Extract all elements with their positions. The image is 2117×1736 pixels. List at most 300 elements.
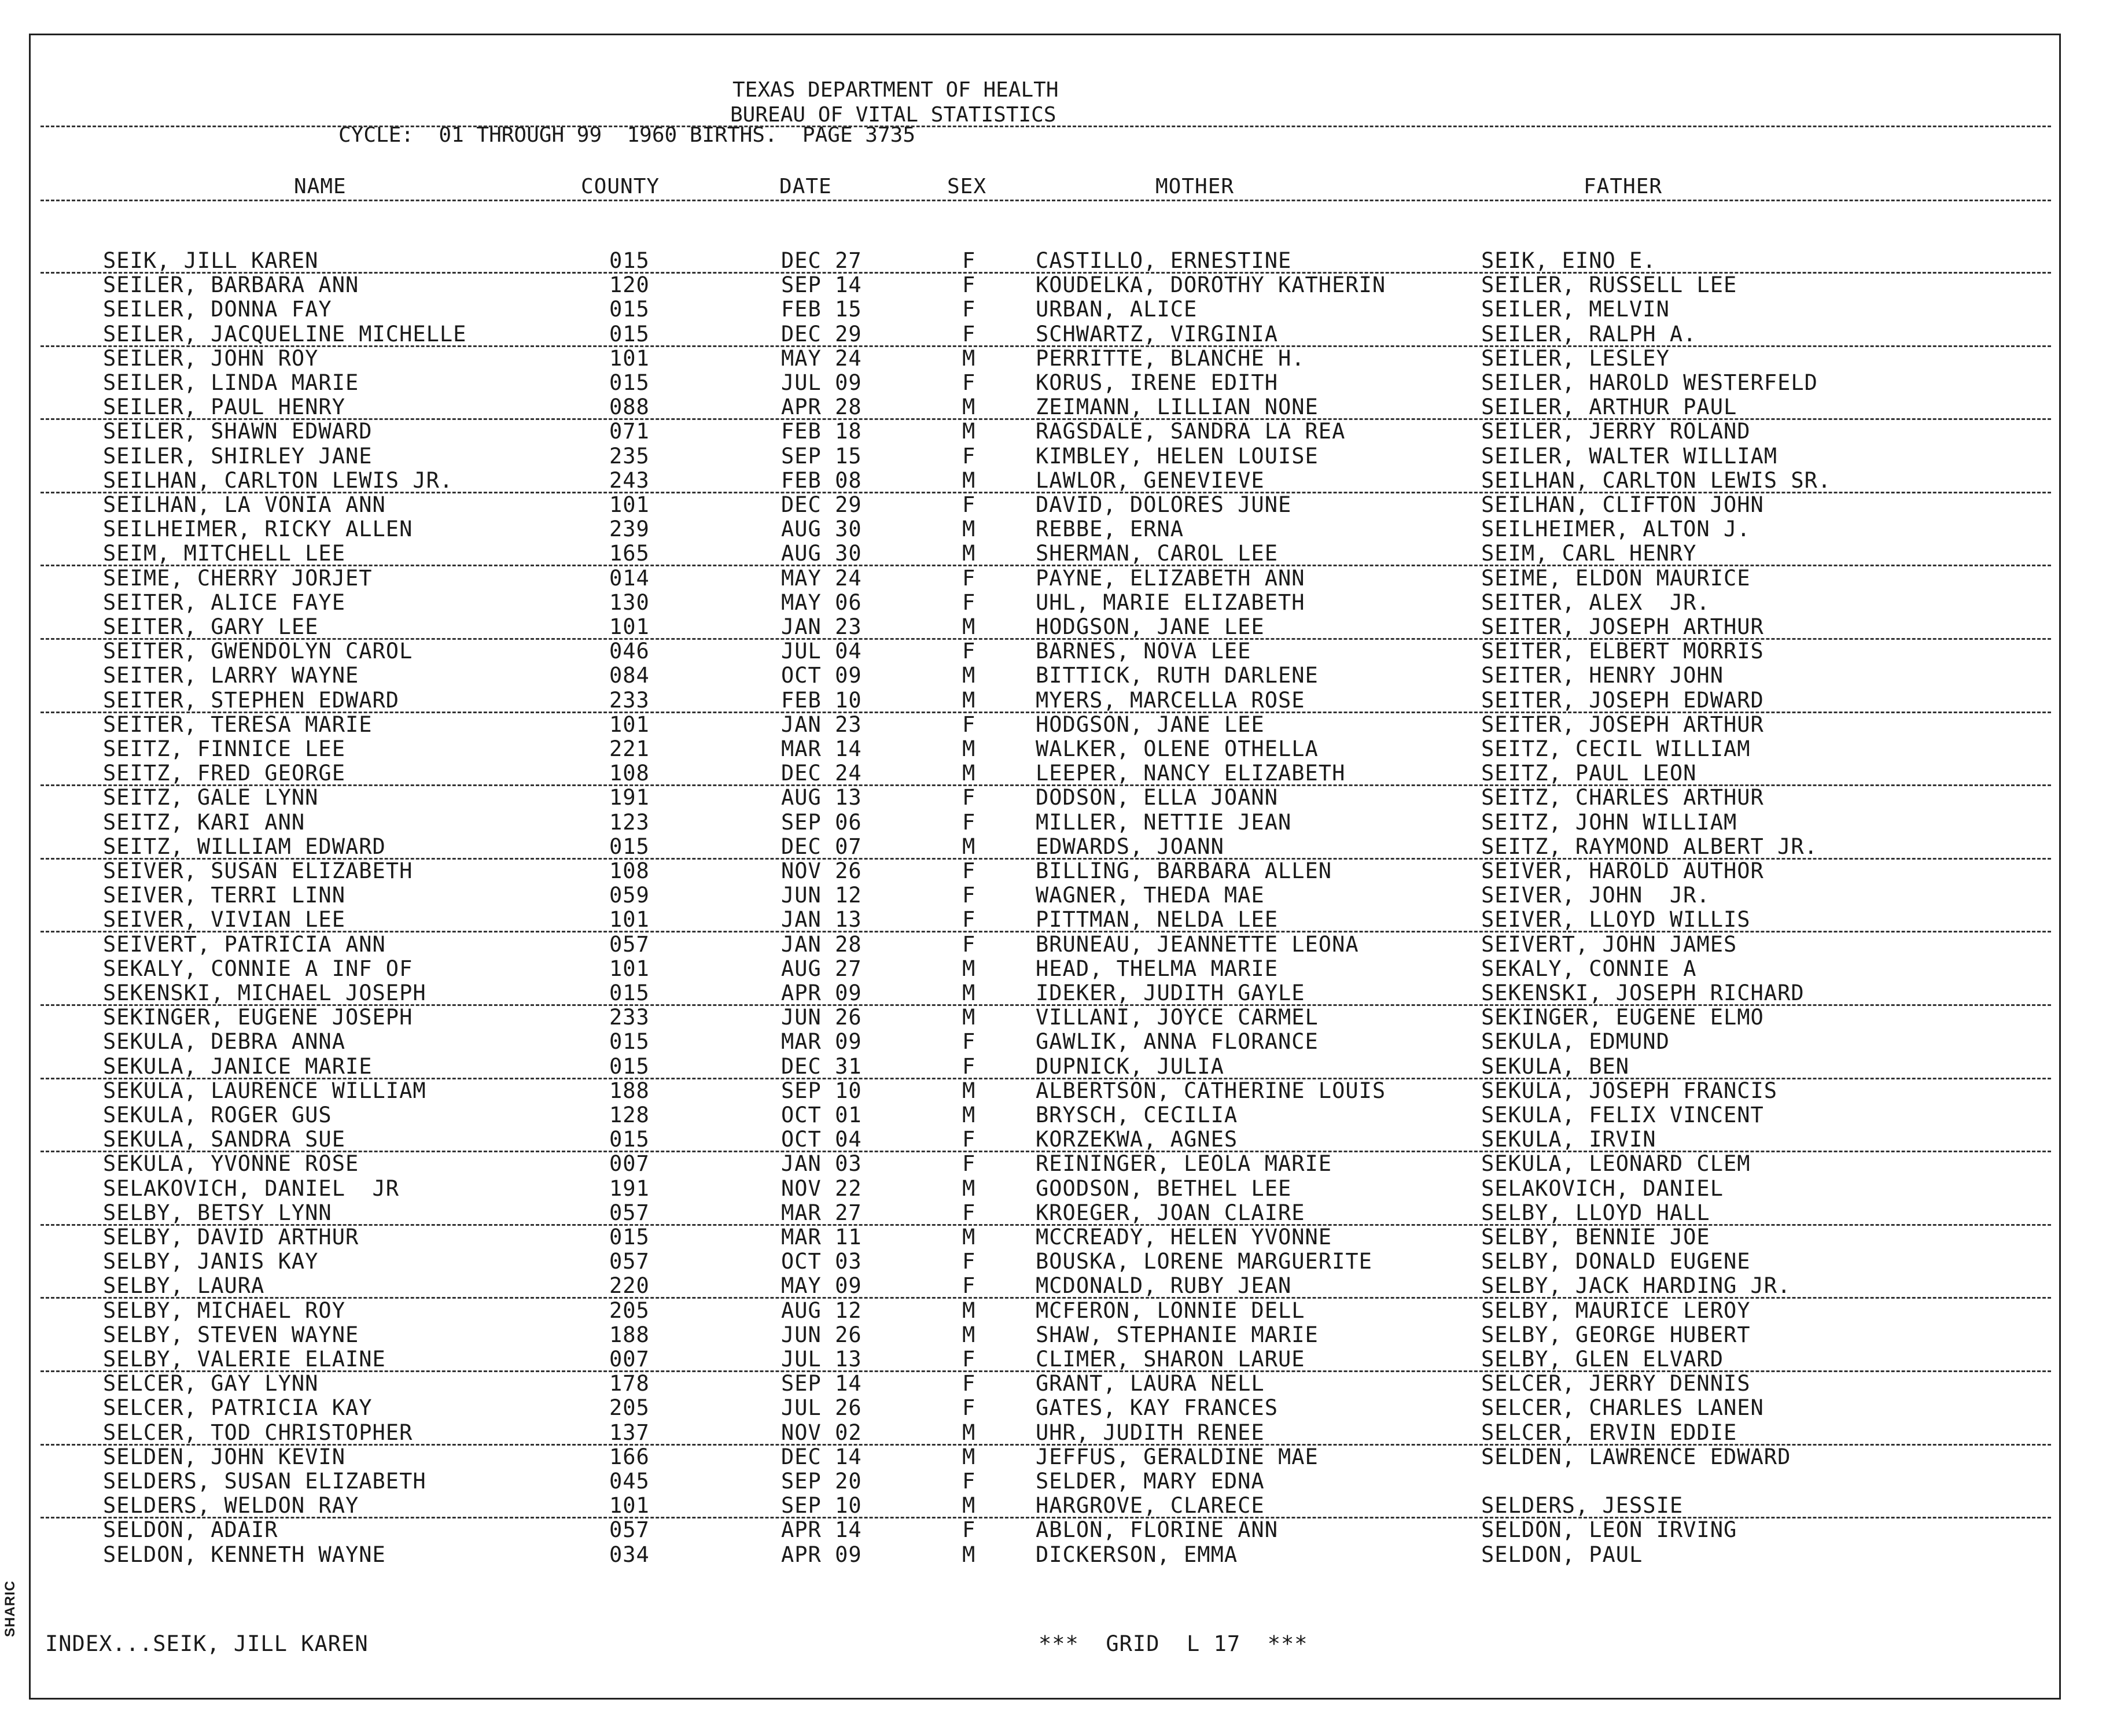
name-cell: SEKULA, YVONNE ROSE bbox=[103, 1151, 359, 1177]
father-cell: SELDON, PAUL bbox=[1481, 1542, 1643, 1567]
name-cell: SEITER, ALICE FAYE bbox=[103, 589, 345, 615]
name-cell: SELDON, ADAIR bbox=[103, 1517, 278, 1543]
county-cell: 108 bbox=[609, 761, 650, 786]
sex-cell: F bbox=[962, 785, 976, 810]
name-cell: SELBY, JANIS KAY bbox=[103, 1249, 319, 1274]
date-cell: AUG 13 bbox=[781, 785, 862, 810]
name-cell: SEITZ, FINNICE LEE bbox=[103, 736, 345, 761]
mother-cell: DAVID, DOLORES JUNE bbox=[1036, 492, 1292, 517]
father-cell: SEILHAN, CLIFTON JOHN bbox=[1481, 492, 1764, 517]
mother-cell: REININGER, LEOLA MARIE bbox=[1036, 1151, 1332, 1177]
date-cell: AUG 12 bbox=[781, 1298, 862, 1323]
sex-cell: F bbox=[962, 248, 976, 273]
father-cell: SEKULA, JOSEPH FRANCIS bbox=[1481, 1078, 1778, 1103]
name-cell: SEILER, BARBARA ANN bbox=[103, 272, 359, 298]
date-cell: JUL 26 bbox=[781, 1395, 862, 1421]
table-row bbox=[0, 908, 2117, 932]
county-cell: 045 bbox=[609, 1469, 650, 1494]
father-cell: SELDEN, LAWRENCE EDWARD bbox=[1481, 1444, 1791, 1469]
date-cell: MAY 09 bbox=[781, 1273, 862, 1299]
table-row bbox=[0, 883, 2117, 908]
sex-cell: F bbox=[962, 297, 976, 322]
table-row bbox=[0, 1152, 2117, 1176]
mother-cell: KORUS, IRENE EDITH bbox=[1036, 370, 1278, 395]
father-cell: SEKINGER, EUGENE ELMO bbox=[1481, 1005, 1764, 1030]
mother-cell: PITTMAN, NELDA LEE bbox=[1036, 907, 1278, 932]
name-cell: SEITER, TERESA MARIE bbox=[103, 712, 373, 737]
date-cell: JUL 13 bbox=[781, 1347, 862, 1372]
date-cell: JUL 09 bbox=[781, 370, 862, 395]
date-cell: MAY 24 bbox=[781, 565, 862, 591]
table-row bbox=[0, 932, 2117, 957]
sex-cell: F bbox=[962, 931, 976, 957]
name-cell: SEIVERT, PATRICIA ANN bbox=[103, 931, 386, 957]
name-cell: SELDEN, JOHN KEVIN bbox=[103, 1444, 345, 1469]
table-row bbox=[0, 1005, 2117, 1030]
county-cell: 120 bbox=[609, 272, 650, 298]
mother-cell: RAGSDALE, SANDRA LA REA bbox=[1036, 419, 1346, 444]
county-cell: 191 bbox=[609, 1175, 650, 1201]
name-cell: SEITZ, KARI ANN bbox=[103, 809, 305, 835]
county-cell: 015 bbox=[609, 981, 650, 1005]
date-cell: MAY 06 bbox=[781, 589, 862, 615]
sex-cell: M bbox=[962, 419, 976, 444]
county-cell: 108 bbox=[609, 858, 650, 883]
date-cell: DEC 07 bbox=[781, 834, 862, 859]
name-cell: SEIK, JILL KAREN bbox=[103, 248, 319, 273]
mother-cell: UHR, JUDITH RENEE bbox=[1036, 1420, 1265, 1445]
table-row bbox=[0, 1494, 2117, 1518]
date-cell: FEB 08 bbox=[781, 467, 862, 493]
column-header-mother: MOTHER bbox=[1155, 175, 1235, 198]
date-cell: APR 09 bbox=[781, 981, 862, 1005]
date-cell: OCT 09 bbox=[781, 663, 862, 688]
name-cell: SEKALY, CONNIE A INF OF bbox=[103, 956, 413, 981]
table-row bbox=[0, 517, 2117, 541]
name-cell: SEIME, CHERRY JORJET bbox=[103, 565, 373, 591]
sex-cell: M bbox=[962, 517, 976, 542]
table-row bbox=[0, 859, 2117, 883]
mother-cell: KOUDELKA, DOROTHY KATHERIN bbox=[1036, 272, 1386, 298]
county-cell: 015 bbox=[609, 297, 650, 322]
father-cell: SELBY, GEORGE HUBERT bbox=[1481, 1322, 1751, 1347]
father-cell: SELBY, LLOYD HALL bbox=[1481, 1200, 1710, 1225]
mother-cell: REBBE, ERNA bbox=[1036, 517, 1184, 542]
sex-cell: F bbox=[962, 1029, 976, 1055]
county-cell: 015 bbox=[609, 834, 650, 859]
date-cell: SEP 14 bbox=[781, 1371, 862, 1396]
name-cell: SELBY, VALERIE ELAINE bbox=[103, 1347, 386, 1372]
sex-cell: F bbox=[962, 809, 976, 835]
mother-cell: ABLON, FLORINE ANN bbox=[1036, 1517, 1278, 1543]
table-row bbox=[0, 395, 2117, 419]
table-row bbox=[0, 469, 2117, 493]
county-cell: 014 bbox=[609, 565, 650, 591]
name-cell: SEITER, LARRY WAYNE bbox=[103, 663, 359, 688]
father-cell: SEILER, RALPH A. bbox=[1481, 321, 1697, 347]
table-row bbox=[0, 713, 2117, 737]
county-cell: 059 bbox=[609, 883, 650, 908]
date-cell: OCT 03 bbox=[781, 1249, 862, 1274]
father-cell: SEILER, JERRY ROLAND bbox=[1481, 419, 1751, 444]
date-cell: APR 14 bbox=[781, 1517, 862, 1543]
sex-cell: M bbox=[962, 956, 976, 981]
county-cell: 088 bbox=[609, 395, 650, 420]
date-cell: FEB 15 bbox=[781, 297, 862, 322]
sex-cell: F bbox=[962, 1053, 976, 1079]
father-cell: SEKULA, LEONARD CLEM bbox=[1481, 1151, 1751, 1177]
sex-cell: F bbox=[962, 492, 976, 517]
father-cell: SEILER, RUSSELL LEE bbox=[1481, 272, 1737, 298]
name-cell: SELBY, STEVEN WAYNE bbox=[103, 1322, 359, 1347]
sex-cell: M bbox=[962, 834, 976, 859]
mother-cell: MCFERON, LONNIE DELL bbox=[1036, 1298, 1305, 1323]
header-department: TEXAS DEPARTMENT OF HEALTH bbox=[732, 78, 1059, 102]
name-cell: SEITZ, FRED GEORGE bbox=[103, 761, 345, 786]
table-row bbox=[0, 1250, 2117, 1274]
column-header-name: NAME bbox=[294, 175, 347, 198]
date-cell: SEP 15 bbox=[781, 443, 862, 469]
father-cell: SELBY, MAURICE LEROY bbox=[1481, 1298, 1751, 1323]
sex-cell: F bbox=[962, 1151, 976, 1177]
county-cell: 101 bbox=[609, 956, 650, 981]
county-cell: 015 bbox=[609, 1127, 650, 1152]
mother-cell: BRYSCH, CECILIA bbox=[1036, 1103, 1238, 1127]
name-cell: SEIVER, SUSAN ELIZABETH bbox=[103, 858, 413, 883]
sex-cell: F bbox=[962, 370, 976, 395]
name-cell: SEIVER, VIVIAN LEE bbox=[103, 907, 345, 932]
county-cell: 057 bbox=[609, 1517, 650, 1543]
name-cell: SELCER, TOD CHRISTOPHER bbox=[103, 1420, 413, 1445]
sex-cell: F bbox=[962, 1127, 976, 1152]
separator bbox=[41, 126, 2051, 127]
name-cell: SEITER, GARY LEE bbox=[103, 614, 319, 639]
sex-cell: F bbox=[962, 907, 976, 932]
father-cell: SEIVER, JOHN JR. bbox=[1481, 883, 1710, 908]
name-cell: SEITZ, WILLIAM EDWARD bbox=[103, 834, 386, 859]
date-cell: JAN 23 bbox=[781, 614, 862, 639]
sex-cell: M bbox=[962, 761, 976, 786]
date-cell: DEC 24 bbox=[781, 761, 862, 786]
name-cell: SELAKOVICH, DANIEL JR bbox=[103, 1175, 400, 1201]
father-cell: SEKALY, CONNIE A bbox=[1481, 956, 1697, 981]
sex-cell: M bbox=[962, 1078, 976, 1103]
father-cell: SEILER, ARTHUR PAUL bbox=[1481, 395, 1737, 420]
mother-cell: JEFFUS, GERALDINE MAE bbox=[1036, 1444, 1319, 1469]
mother-cell: PAYNE, ELIZABETH ANN bbox=[1036, 565, 1305, 591]
father-cell: SELBY, JACK HARDING JR. bbox=[1481, 1273, 1791, 1299]
mother-cell: MYERS, MARCELLA ROSE bbox=[1036, 687, 1305, 713]
table-row bbox=[0, 297, 2117, 322]
county-cell: 220 bbox=[609, 1273, 650, 1299]
sex-cell: F bbox=[962, 272, 976, 298]
name-cell: SEKULA, JANICE MARIE bbox=[103, 1053, 373, 1079]
table-row bbox=[0, 664, 2117, 688]
county-cell: 221 bbox=[609, 736, 650, 761]
table-row bbox=[0, 591, 2117, 615]
table-row bbox=[0, 957, 2117, 981]
sex-cell: M bbox=[962, 1322, 976, 1347]
date-cell: APR 09 bbox=[781, 1542, 862, 1567]
county-cell: 166 bbox=[609, 1444, 650, 1469]
mother-cell: IDEKER, JUDITH GAYLE bbox=[1036, 981, 1305, 1005]
date-cell: AUG 30 bbox=[781, 517, 862, 542]
father-cell: SELCER, ERVIN EDDIE bbox=[1481, 1420, 1737, 1445]
father-cell: SEITZ, CHARLES ARTHUR bbox=[1481, 785, 1764, 810]
mother-cell: ALBERTSON, CATHERINE LOUIS bbox=[1036, 1078, 1386, 1103]
table-row bbox=[0, 1055, 2117, 1079]
date-cell: DEC 27 bbox=[781, 248, 862, 273]
table-row bbox=[0, 639, 2117, 664]
column-header-date: DATE bbox=[779, 175, 832, 198]
table-row bbox=[0, 761, 2117, 786]
sex-cell: M bbox=[962, 1175, 976, 1201]
table-row bbox=[0, 1421, 2117, 1445]
date-cell: MAR 14 bbox=[781, 736, 862, 761]
father-cell: SEILHEIMER, ALTON J. bbox=[1481, 517, 1751, 542]
father-cell: SEITER, JOSEPH EDWARD bbox=[1481, 687, 1764, 713]
table-row bbox=[0, 1347, 2117, 1372]
date-cell: JUN 26 bbox=[781, 1005, 862, 1030]
sex-cell: M bbox=[962, 395, 976, 420]
date-cell: DEC 31 bbox=[781, 1053, 862, 1079]
table-row bbox=[0, 1274, 2117, 1298]
mother-cell: DICKERSON, EMMA bbox=[1036, 1542, 1238, 1567]
county-cell: 188 bbox=[609, 1078, 650, 1103]
father-cell: SEKENSKI, JOSEPH RICHARD bbox=[1481, 981, 1805, 1005]
father-cell: SELCER, JERRY DENNIS bbox=[1481, 1371, 1751, 1396]
sex-cell: M bbox=[962, 1444, 976, 1469]
county-cell: 130 bbox=[609, 589, 650, 615]
table-row bbox=[0, 347, 2117, 371]
mother-cell: MCCREADY, HELEN YVONNE bbox=[1036, 1225, 1332, 1250]
mother-cell: MCDONALD, RUBY JEAN bbox=[1036, 1273, 1292, 1299]
footer-index: INDEX...SEIK, JILL KAREN bbox=[45, 1631, 369, 1656]
sex-cell: F bbox=[962, 1273, 976, 1299]
father-cell: SEKULA, BEN bbox=[1481, 1053, 1630, 1079]
date-cell: SEP 10 bbox=[781, 1078, 862, 1103]
date-cell: JUN 12 bbox=[781, 883, 862, 908]
side-label: SHARIC bbox=[2, 1580, 18, 1637]
date-cell: SEP 14 bbox=[781, 272, 862, 298]
sex-cell: F bbox=[962, 1371, 976, 1396]
county-cell: 178 bbox=[609, 1371, 650, 1396]
table-row bbox=[0, 810, 2117, 835]
sex-cell: F bbox=[962, 1249, 976, 1274]
column-header-county: COUNTY bbox=[581, 175, 660, 198]
father-cell: SEITZ, JOHN WILLIAM bbox=[1481, 809, 1737, 835]
sex-cell: M bbox=[962, 1005, 976, 1030]
county-cell: 205 bbox=[609, 1395, 650, 1421]
name-cell: SELBY, MICHAEL ROY bbox=[103, 1298, 345, 1323]
table-row bbox=[0, 1372, 2117, 1396]
father-cell: SELBY, GLEN ELVARD bbox=[1481, 1347, 1724, 1372]
date-cell: JAN 13 bbox=[781, 907, 862, 932]
mother-cell: SELDER, MARY EDNA bbox=[1036, 1469, 1265, 1494]
county-cell: 101 bbox=[609, 907, 650, 932]
sex-cell: M bbox=[962, 1298, 976, 1323]
father-cell: SELDON, LEON IRVING bbox=[1481, 1517, 1737, 1543]
county-cell: 128 bbox=[609, 1103, 650, 1127]
county-cell: 101 bbox=[609, 345, 650, 371]
name-cell: SELDERS, WELDON RAY bbox=[103, 1493, 359, 1518]
name-cell: SEKINGER, EUGENE JOSEPH bbox=[103, 1005, 413, 1030]
sex-cell: F bbox=[962, 858, 976, 883]
father-cell: SEITER, ALEX JR. bbox=[1481, 589, 1710, 615]
county-cell: 137 bbox=[609, 1420, 650, 1445]
table-row bbox=[0, 1445, 2117, 1469]
sex-cell: M bbox=[962, 981, 976, 1005]
table-row bbox=[0, 1396, 2117, 1420]
date-cell: JUN 26 bbox=[781, 1322, 862, 1347]
column-header-father: FATHER bbox=[1584, 175, 1663, 198]
mother-cell: HODGSON, JANE LEE bbox=[1036, 614, 1265, 639]
mother-cell: HODGSON, JANE LEE bbox=[1036, 712, 1265, 737]
table-row bbox=[0, 688, 2117, 713]
county-cell: 015 bbox=[609, 1225, 650, 1250]
sex-cell: F bbox=[962, 321, 976, 347]
mother-cell: SHERMAN, CAROL LEE bbox=[1036, 541, 1278, 566]
date-cell: NOV 26 bbox=[781, 858, 862, 883]
mother-cell: VILLANI, JOYCE CARMEL bbox=[1036, 1005, 1319, 1030]
sex-cell: F bbox=[962, 1200, 976, 1225]
father-cell: SEILER, MELVIN bbox=[1481, 297, 1670, 322]
date-cell: JUL 04 bbox=[781, 639, 862, 664]
county-cell: 007 bbox=[609, 1151, 650, 1177]
name-cell: SEILER, LINDA MARIE bbox=[103, 370, 359, 395]
mother-cell: GAWLIK, ANNA FLORANCE bbox=[1036, 1029, 1319, 1055]
table-row bbox=[0, 444, 2117, 469]
county-cell: 123 bbox=[609, 809, 650, 835]
county-cell: 188 bbox=[609, 1322, 650, 1347]
sex-cell: F bbox=[962, 589, 976, 615]
mother-cell: WAGNER, THEDA MAE bbox=[1036, 883, 1265, 908]
column-header-sex: SEX bbox=[947, 175, 987, 198]
father-cell: SEILHAN, CARLTON LEWIS SR. bbox=[1481, 467, 1832, 493]
sex-cell: F bbox=[962, 1347, 976, 1372]
table-row bbox=[0, 371, 2117, 395]
date-cell: SEP 20 bbox=[781, 1469, 862, 1494]
county-cell: 233 bbox=[609, 1005, 650, 1030]
father-cell: SEITER, HENRY JOHN bbox=[1481, 663, 1724, 688]
name-cell: SELBY, LAURA bbox=[103, 1273, 265, 1299]
date-cell: SEP 10 bbox=[781, 1493, 862, 1518]
county-cell: 101 bbox=[609, 614, 650, 639]
table-row bbox=[0, 1469, 2117, 1494]
name-cell: SEILER, SHAWN EDWARD bbox=[103, 419, 373, 444]
father-cell: SEILER, WALTER WILLIAM bbox=[1481, 443, 1778, 469]
name-cell: SEKULA, LAURENCE WILLIAM bbox=[103, 1078, 426, 1103]
sex-cell: M bbox=[962, 1420, 976, 1445]
mother-cell: CASTILLO, ERNESTINE bbox=[1036, 248, 1292, 273]
mother-cell: MILLER, NETTIE JEAN bbox=[1036, 809, 1292, 835]
header-cycle: CYCLE: 01 THROUGH 99 1960 BIRTHS. PAGE 3735 bbox=[338, 123, 915, 147]
father-cell: SELAKOVICH, DANIEL bbox=[1481, 1175, 1724, 1201]
sex-cell: F bbox=[962, 883, 976, 908]
table-row bbox=[0, 1103, 2117, 1127]
sex-cell: M bbox=[962, 1542, 976, 1567]
table-row bbox=[0, 273, 2117, 297]
father-cell: SELBY, BENNIE JOE bbox=[1481, 1225, 1710, 1250]
date-cell: MAY 24 bbox=[781, 345, 862, 371]
mother-cell: SHAW, STEPHANIE MARIE bbox=[1036, 1322, 1319, 1347]
mother-cell: URBAN, ALICE bbox=[1036, 297, 1198, 322]
mother-cell: BILLING, BARBARA ALLEN bbox=[1036, 858, 1332, 883]
father-cell: SEKULA, FELIX VINCENT bbox=[1481, 1103, 1764, 1127]
name-cell: SEILER, SHIRLEY JANE bbox=[103, 443, 373, 469]
mother-cell: PERRITTE, BLANCHE H. bbox=[1036, 345, 1305, 371]
county-cell: 235 bbox=[609, 443, 650, 469]
name-cell: SEKULA, ROGER GUS bbox=[103, 1103, 332, 1127]
father-cell: SEITZ, CECIL WILLIAM bbox=[1481, 736, 1751, 761]
county-cell: 191 bbox=[609, 785, 650, 810]
mother-cell: LAWLOR, GENEVIEVE bbox=[1036, 467, 1265, 493]
date-cell: NOV 02 bbox=[781, 1420, 862, 1445]
date-cell: APR 28 bbox=[781, 395, 862, 420]
mother-cell: WALKER, OLENE OTHELLA bbox=[1036, 736, 1319, 761]
name-cell: SEILHAN, CARLTON LEWIS JR. bbox=[103, 467, 454, 493]
mother-cell: HARGROVE, CLARECE bbox=[1036, 1493, 1265, 1518]
header-bureau: BUREAU OF VITAL STATISTICS bbox=[730, 103, 1056, 127]
table-row bbox=[0, 566, 2117, 591]
table-row bbox=[0, 493, 2117, 517]
county-cell: 243 bbox=[609, 467, 650, 493]
date-cell: MAR 27 bbox=[781, 1200, 862, 1225]
date-cell: AUG 27 bbox=[781, 956, 862, 981]
sex-cell: M bbox=[962, 614, 976, 639]
date-cell: AUG 30 bbox=[781, 541, 862, 566]
mother-cell: BITTICK, RUTH DARLENE bbox=[1036, 663, 1319, 688]
table-row bbox=[0, 737, 2117, 761]
father-cell: SEITER, JOSEPH ARTHUR bbox=[1481, 712, 1764, 737]
table-row bbox=[0, 322, 2117, 347]
sex-cell: F bbox=[962, 443, 976, 469]
name-cell: SELBY, BETSY LYNN bbox=[103, 1200, 332, 1225]
county-cell: 015 bbox=[609, 1053, 650, 1079]
father-cell: SEIVERT, JOHN JAMES bbox=[1481, 931, 1737, 957]
county-cell: 071 bbox=[609, 419, 650, 444]
name-cell: SEITZ, GALE LYNN bbox=[103, 785, 319, 810]
table-row bbox=[0, 1177, 2117, 1201]
name-cell: SEIM, MITCHELL LEE bbox=[103, 541, 345, 566]
mother-cell: ZEIMANN, LILLIAN NONE bbox=[1036, 395, 1319, 420]
date-cell: MAR 09 bbox=[781, 1029, 862, 1055]
date-cell: DEC 29 bbox=[781, 492, 862, 517]
date-cell: DEC 14 bbox=[781, 1444, 862, 1469]
table-row bbox=[0, 1201, 2117, 1225]
name-cell: SEITER, STEPHEN EDWARD bbox=[103, 687, 400, 713]
sex-cell: F bbox=[962, 1469, 976, 1494]
date-cell: JAN 03 bbox=[781, 1151, 862, 1177]
sex-cell: M bbox=[962, 736, 976, 761]
name-cell: SEILER, DONNA FAY bbox=[103, 297, 332, 322]
table-row bbox=[0, 615, 2117, 639]
mother-cell: DUPNICK, JULIA bbox=[1036, 1053, 1224, 1079]
county-cell: 057 bbox=[609, 1249, 650, 1274]
mother-cell: GATES, KAY FRANCES bbox=[1036, 1395, 1278, 1421]
name-cell: SEILHAN, LA VONIA ANN bbox=[103, 492, 386, 517]
name-cell: SEKENSKI, MICHAEL JOSEPH bbox=[103, 981, 426, 1005]
county-cell: 101 bbox=[609, 492, 650, 517]
mother-cell: EDWARDS, JOANN bbox=[1036, 834, 1224, 859]
name-cell: SEITER, GWENDOLYN CAROL bbox=[103, 639, 413, 664]
sex-cell: M bbox=[962, 541, 976, 566]
father-cell: SELCER, CHARLES LANEN bbox=[1481, 1395, 1764, 1421]
name-cell: SELBY, DAVID ARTHUR bbox=[103, 1225, 359, 1250]
table-row bbox=[0, 1518, 2117, 1542]
name-cell: SELDON, KENNETH WAYNE bbox=[103, 1542, 386, 1567]
county-cell: 007 bbox=[609, 1347, 650, 1372]
